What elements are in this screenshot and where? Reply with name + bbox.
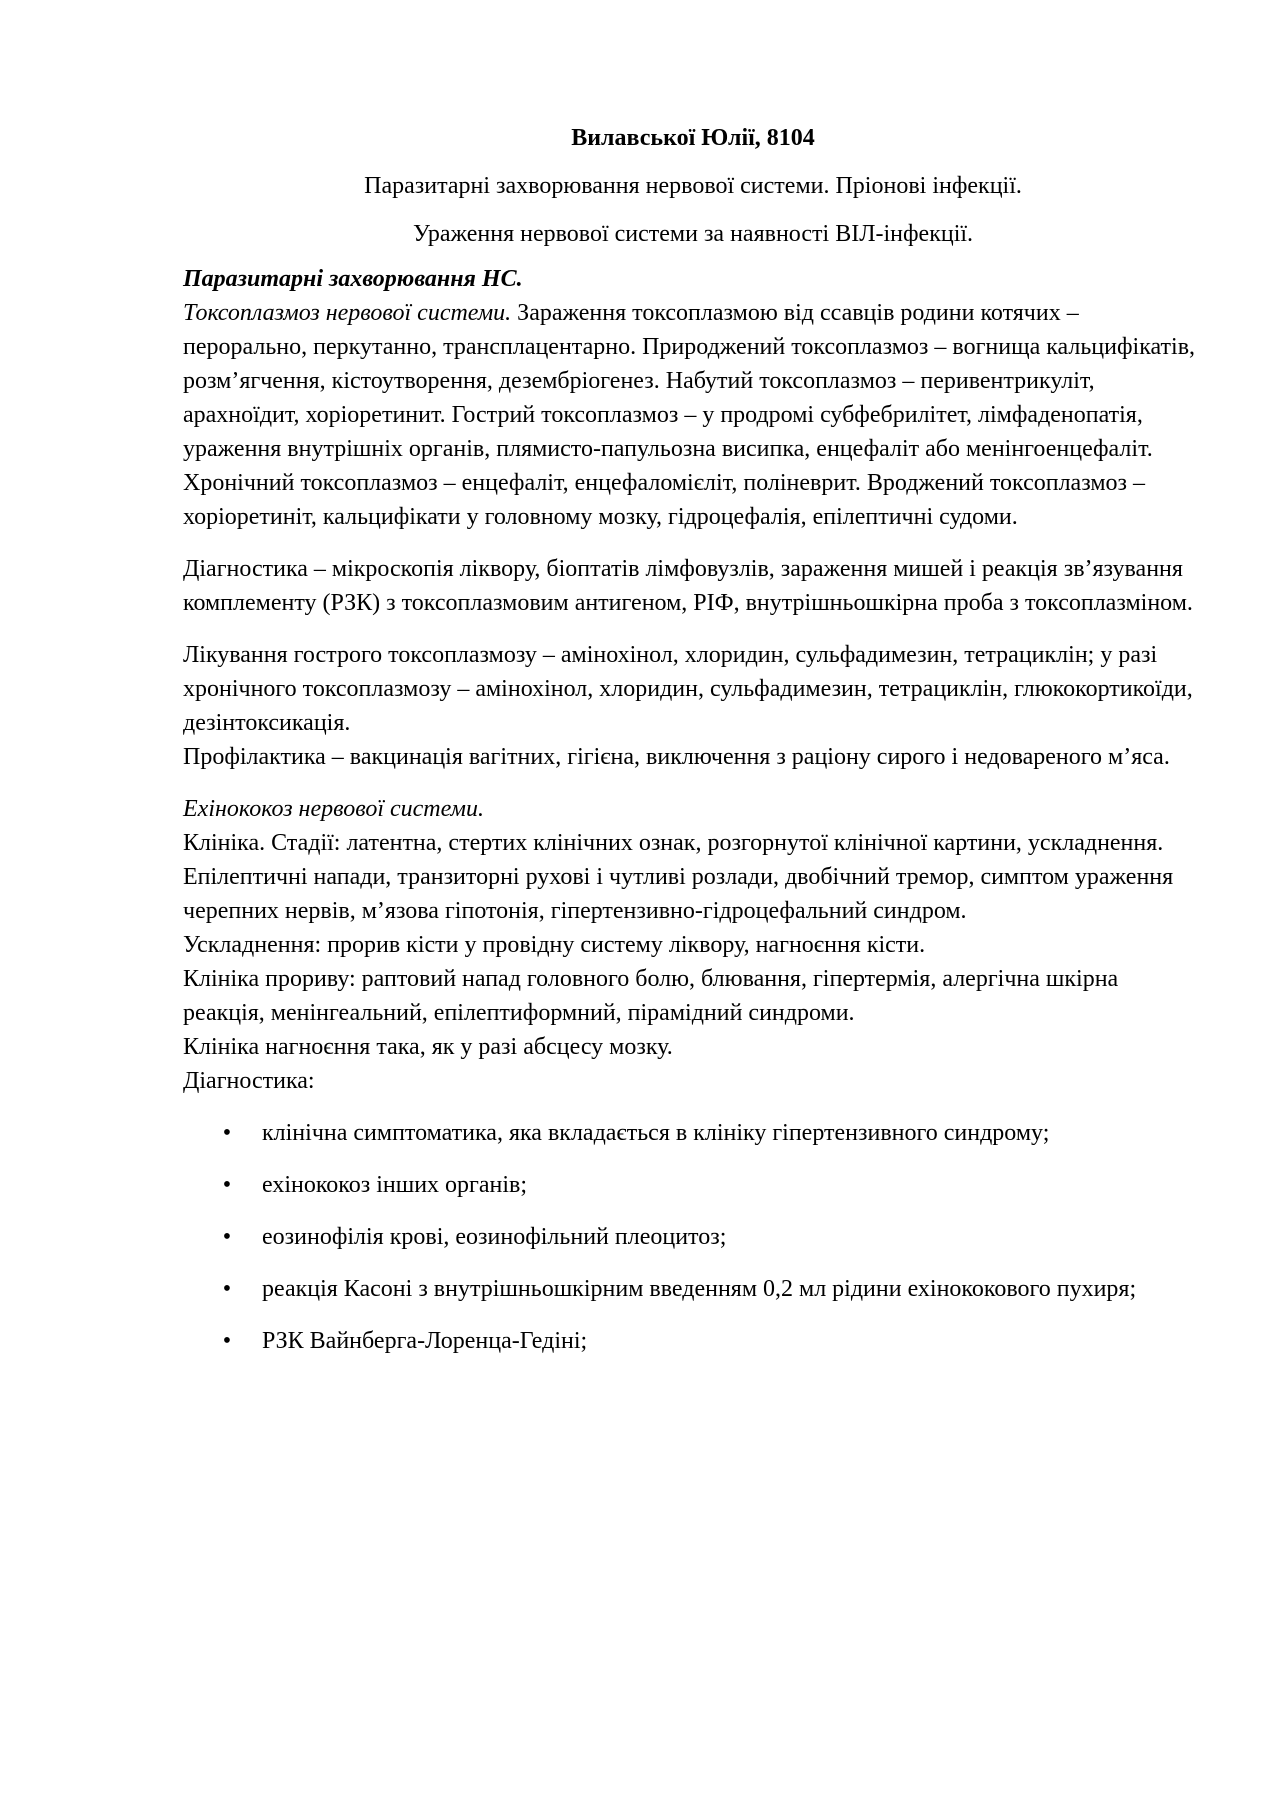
toxoplasmosis-paragraph	[183, 296, 1203, 534]
document-content	[183, 121, 1203, 1376]
document-subtitle-line-1: Паразитарні захворювання нервової системи. Пріонові інфекції.	[364, 173, 1022, 199]
list-item	[183, 1220, 1203, 1254]
echinococcosis-complications: Ускладнення: прорив кісти у провідну систему ліквору, нагноєння кісти.	[183, 932, 926, 958]
list-item-text: РЗК Вайнберга-Лоренца-Гедіні;	[262, 1328, 588, 1354]
toxoplasmosis-treatment-block	[183, 638, 1203, 774]
toxoplasmosis-treatment: Лікування гострого токсоплазмозу – амінохінол, хлоридин, сульфадимезин, тетрациклін; у разі хронічного токсоплазмозу – амінохінол, хлоридин, сульфадимезин, тетрациклін, глюкокортикоїди, дезінтоксикація.	[183, 642, 1193, 736]
bullet-icon: •	[222, 1172, 232, 1198]
document-title: Вилавської Юлії, 8104	[571, 125, 815, 151]
list-item-text: клінічна симптоматика, яка вкладається в клініку гіпертензивного синдрому;	[262, 1120, 1050, 1146]
echinococcosis-diagnostics-label: Діагностика:	[183, 1068, 315, 1094]
echinococcosis-clinic: Клініка. Стадії: латентна, стертих клінічних ознак, розгорнутої клінічної картини, ускладнення. Епілептичні напади, транзиторні рухові і чутливі розлади, двобічний тремор, симптом ураження черепних нервів, м’язова гіпотонія, гіпертензивно-гідроцефальний синдром.	[183, 830, 1174, 924]
list-item	[183, 1324, 1203, 1358]
bullet-icon: •	[222, 1328, 232, 1354]
section-heading-parasitic: Паразитарні захворювання НС.	[183, 266, 523, 292]
list-item-text: еозинофілія крові, еозинофільний плеоцитоз;	[262, 1224, 727, 1250]
toxoplasmosis-text: Зараження токсоплазмою від ссавців родини котячих – перорально, перкутанно, трансплацентарно. Природжений токсоплазмоз – вогнища кальцифікатів, розм’ягчення, кістоутворення, дезембріогенез. Набутий токсоплазмоз – перивентрикуліт, арахноїдит, хоріоретинит. Гострий токсоплазмоз – у продромі субфебрилітет, лімфаденопатія, ураження внутрішніх органів, плямисто-папульозна висипка, енцефаліт або менінгоенцефаліт. Хронічний токсоплазмоз – енцефаліт, енцефаломієліт, поліневрит. Вроджений токсоплазмоз – хоріоретиніт, кальцифікати у головному мозку, гідроцефалія, епілептичні судоми.	[183, 300, 1196, 530]
list-item	[183, 1116, 1203, 1150]
echinococcosis-block	[183, 792, 1203, 1098]
list-item	[183, 1168, 1203, 1202]
list-item	[183, 1272, 1203, 1306]
list-item-text: ехінококоз інших органів;	[262, 1172, 528, 1198]
bullet-icon: •	[222, 1224, 232, 1250]
toxoplasmosis-diagnostics: Діагностика – мікроскопія ліквору, біоптатів лімфовузлів, зараження мишей і реакція зв’язування комплементу (РЗК) з токсоплазмовим антигеном, РІФ, внутрішньошкірна проба з токсоплазміном.	[183, 556, 1193, 616]
bullet-icon: •	[222, 1120, 232, 1146]
bullet-icon: •	[222, 1276, 232, 1302]
echinococcosis-heading: Ехінококоз нервової системи.	[183, 796, 484, 822]
toxoplasmosis-prevention: Профілактика – вакцинація вагітних, гігієна, виключення з раціону сирого і недовареного м’яса.	[183, 744, 1170, 770]
document-subtitle-line-2: Ураження нервової системи за наявності ВІЛ-інфекції.	[412, 221, 974, 247]
echinococcosis-rupture-clinic: Клініка прориву: раптовий напад головного болю, блювання, гіпертермія, алергічна шкірна реакція, менінгеальний, епілептиформний, пірамідний синдроми.	[183, 966, 1119, 1026]
toxoplasmosis-heading: Токсоплазмоз нервової системи.	[183, 300, 512, 326]
echinococcosis-suppuration-clinic: Клініка нагноєння така, як у разі абсцесу мозку.	[183, 1034, 673, 1060]
list-item-text: реакція Касоні з внутрішньошкірним введенням 0,2 мл рідини ехінококового пухиря;	[262, 1276, 1137, 1302]
echinococcosis-diagnostics-list	[183, 1116, 1203, 1358]
